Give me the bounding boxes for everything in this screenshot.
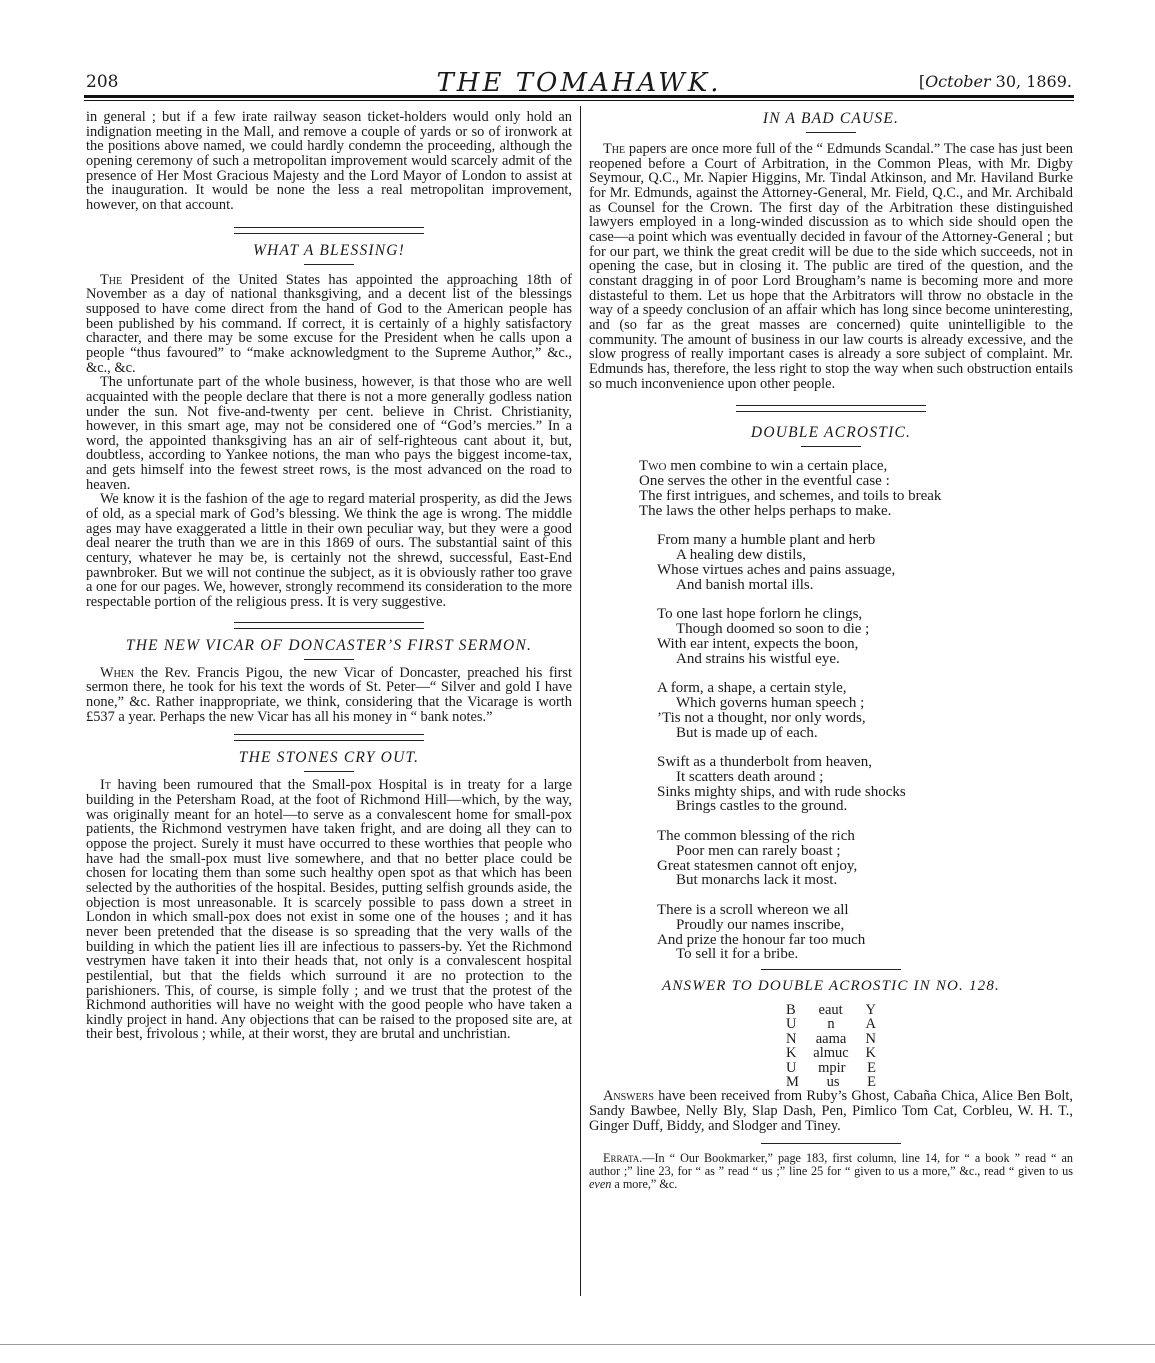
acrostic-answer-grid [786, 1003, 876, 1089]
acrostic-line: To sell it for a bribe. [676, 946, 799, 963]
acrostic-line: And prize the honour far too much [657, 931, 866, 948]
answer-cell: aama [815, 1030, 847, 1047]
acrostic-line: Brings castles to the ground. [676, 798, 848, 815]
acrostic-intro-line: The laws the other helps perhaps to make. [639, 502, 892, 519]
acrostic-stanza [639, 681, 1073, 740]
answer-cell: eaut [818, 1002, 843, 1019]
acrostic-stanza [639, 607, 1073, 666]
answer-row [786, 1017, 876, 1031]
acrostic-line: Swift as a thunderbolt from heaven, [657, 754, 872, 771]
acrostic-stanza [639, 829, 1073, 888]
article-title-acrostic: DOUBLE ACROSTIC. [750, 424, 912, 442]
bad-cause-paragraph: The papers are once more full of the “ Edmunds Scandal.” The case has just been reopened before a Court of Arbitration, in the Common Pleas, with Mr. Digby Seymour, Q.C., Mr. Napier Higgins, Mr. Tindal Atkinson, and Mr. Haviland Burke for Mr. Edmunds, against the Attorney-General, Mr. Field, Q.C., and Mr. Archibald as Counsel for the Crown. The first day of the Arbitration these distinguished lawyers employed in a long-winded discussion as to which side should open the case—a point which was eventually decided in favour of the Attorney-General ; but for our part, we think the great credit will be due to the side which succeeds, not in opening the case, but in closing it. The public are tired of the question, and the constant dragging in of poor Lord Brougham’s name is becoming more and more distasteful to them. Let us hope that the Arbitrators will throw no obstacle in the way of a speedy conclusion of an affair which has long since become uninteresting, and (so far as the great masses are concerned) quite unintelligible to the community. The amount of business in our law courts is already excessive, and the slow progress of really important cases is already a sore subject of complaint. Mr. Edmunds has, therefore, the less right to stop the way when such obstruction entails so much inconvenience upon other people. [589, 141, 1073, 392]
acrostic-line: Great statesmen cannot oft enjoy, [657, 857, 858, 874]
page-header [84, 68, 1074, 98]
acrostic-intro [639, 459, 1073, 518]
acrostic-line: Which governs human speech ; [676, 694, 865, 711]
acrostic-line: The common blessing of the rich [657, 828, 855, 845]
acrostic-intro-line: Two men combine to win a certain place, [639, 458, 888, 475]
answer-cell: A [865, 1016, 876, 1033]
acrostic-line: ’Tis not a thought, nor only words, [657, 709, 866, 726]
acrostic-line: From many a humble plant and herb [657, 532, 876, 549]
answer-row [786, 1003, 876, 1017]
column-divider [580, 106, 581, 1296]
answer-cell: N [865, 1030, 876, 1047]
acrostic-line: And banish mortal ills. [676, 576, 814, 593]
article-title-vicar: THE NEW VICAR OF DONCASTER’S FIRST SERMON. [125, 636, 533, 654]
blessing-paragraph-1: The President of the United States has appointed the approaching 18th of November as a day of national thanksgiving, and a decent list of the blessings supposed to have come direct from the hand of God to the American people has been published by his command. If correct, it is certainly of a highly satisfactory character, and there may be some excuse for the President when he calls upon a people “thus favoured” to “make acknowledgment to the Supreme Author,” &c., &c., &c. [86, 271, 572, 376]
answer-row [786, 1061, 876, 1075]
acrostic-stanza [639, 755, 1073, 814]
errata-note: Errata.—In “ Our Bookmarker,” page 183, first column, line 14, for “ a book ” read “ an author ;” line 23, for “ as ” read “ us ;” line 25 for “ given to us a more,” &c., read “ given to us even a more,” &c. [589, 1151, 1073, 1192]
section-divider [736, 405, 926, 412]
answer-cell: Y [865, 1002, 876, 1019]
acrostic-line: There is a scroll whereon we all [657, 902, 849, 919]
masthead-title: THE TOMAHAWK. [436, 68, 722, 98]
acrostic-line: Whose virtues aches and pains assuage, [657, 561, 896, 578]
section-divider [234, 734, 424, 741]
acrostic-poem [639, 459, 1073, 962]
stones-paragraph: It having been rumoured that the Small-pox Hospital is in treaty for a large building in the Petersham Road, at the foot of Richmond Hill—which, by the way, was originally meant for an hotel—to serve as a convalescent home for small-pox patients, the Richmond vestrymen have taken fright, and are doing all they can to oppose the project. Surely it must have occurred to these worthies that people who have had the small-pox must live somewhere, and that no better place could be chosen for locating them than some such healthy open spot as that which has been selected by the authorities of the hospital. Besides, putting selfish grounds aside, the objection is most unreasonable. It is scarcely possible to pass down a street in London in which small-pox does not exist in some one of the houses ; and it has never been pretended that the disease is so spreading that the very walls of the building in which the patient lies ill are infectious to passers-by. Yet the Richmond vestrymen have taken it into their heads that, not only is a convalescent hospital pestilential, but that the fields which surround it are no protection to the parishioners. This, of course, is simple folly ; and we trust that the protest of the Richmond authorities will have no weight with the good people who have taken a kindly project in hand. Any objections that can be raised to the proposed site are, at their best, frivolous ; while, at their worst, they are brutal and unchristian. [86, 777, 572, 1043]
continued-paragraph: in general ; but if a few irate railway season ticket-holders would only hold an indignation meeting in the Mall, and remove a couple of yards or so of ironwork at the positions above named, we could hardly condemn the proceeding, although the opening ceremony of such a metropolitan improvement would scarcely admit of the presence of Her Most Gracious Majesty and the Lord Mayor of London to assist at the inauguration. It would be none the less a real metropolitan improvement, however, on that account. [86, 109, 572, 213]
answer-cell: K [786, 1045, 797, 1062]
answer-row [786, 1046, 876, 1060]
answer-cell: M [786, 1074, 799, 1091]
answer-cell: K [865, 1045, 876, 1062]
section-divider [234, 227, 424, 234]
acrostic-line: To one last hope forlorn he clings, [657, 606, 863, 623]
blessing-paragraph-2: The unfortunate part of the whole business, however, is that those who are well acquainted with the people declare that there is not a more generally godless nation under the sun. Not five-and-twenty per cent. believe in Christ. Christianity, however, in this smart age, may not be considered one of “God’s mercies.” In a word, the appointed thanksgiving has an air of self-righteous cant about it, but, doubtless, according to Yankee notions, the man who pays the biggest income-tax, and gets himself into the fewest street rows, is the most advanced on the road to heaven. [86, 374, 572, 493]
issue-date [919, 72, 1072, 91]
acrostic-intro-line: The first intrigues, and schemes, and toils to break [639, 487, 942, 504]
answer-cell: n [827, 1016, 835, 1033]
acrostic-stanza [639, 533, 1073, 592]
vicar-paragraph: When the Rev. Francis Pigou, the new Vicar of Doncaster, preached his first sermon there, he took for his text the words of St. Peter—“ Silver and gold I have none,” &c. Rather inappropriate, we think, considering that the Vicarage is worth £537 a year. Perhaps the new Vicar has all his money in “ bank notes.” [86, 664, 572, 725]
acrostic-line: And strains his wistful eye. [676, 650, 840, 667]
acrostic-line: Proudly our names inscribe, [676, 916, 845, 933]
acrostic-stanzas [639, 533, 1073, 962]
acrostic-line: A healing dew distils, [676, 546, 806, 563]
acrostic-line: Poor men can rarely boast ; [676, 842, 841, 859]
article-title-blessing: WHAT A BLESSING! [252, 241, 406, 259]
article-title-answer: ANSWER TO DOUBLE ACROSTIC IN NO. 128. [661, 978, 1001, 995]
page-bottom-edge [0, 1344, 1155, 1345]
left-column [86, 110, 572, 1042]
answer-row [786, 1032, 876, 1046]
answer-cell: E [867, 1074, 876, 1091]
answer-cell: mpir [818, 1059, 846, 1076]
header-rule-thick [84, 95, 1074, 98]
acrostic-stanza [639, 903, 1073, 962]
answer-cell: U [786, 1059, 797, 1076]
answer-cell: us [826, 1074, 840, 1091]
right-column [589, 110, 1073, 1191]
answer-cell: almuc [813, 1045, 849, 1062]
section-divider [234, 622, 424, 629]
acrostic-line: But monarchs lack it most. [676, 872, 838, 889]
answer-row [786, 1075, 876, 1089]
article-title-stones: THE STONES CRY OUT. [238, 749, 420, 767]
answer-cell: U [786, 1016, 797, 1033]
answer-cell: B [786, 1002, 796, 1019]
acrostic-line: With ear intent, expects the boon, [657, 635, 859, 652]
answers-paragraph: Answers have been received from Ruby’s Ghost, Cabaña Chica, Alice Ben Bolt, Sandy Bawbee, Nelly Bly, Slap Dash, Pen, Pimlico Tom Cat, Corbleu, W. H. T., Ginger Duff, Biddy, and Slodger and Tiney. [589, 1088, 1073, 1134]
acrostic-line: It scatters death around ; [676, 768, 824, 785]
blessing-paragraph-3: We know it is the fashion of the age to regard material prosperity, as did the Jews of old, as a special mark of God’s blessing. We think the age is wrong. The middle ages may have exaggerated a little in their own peculiar way, but they were a good deal nearer the truth than we are in this 1869 of ours. The substantial saint of this century, whatever he may be, is certainly not the shrewd, successful, East-End pawnbroker. But we will not continue the subject, as it is obviously rather too grave a one for our pages. We, however, strongly recommend its consideration to the more respectable portion of the religious press. It is very suggestive. [86, 491, 572, 611]
acrostic-intro-line: One serves the other in the eventful case : [639, 472, 890, 489]
acrostic-line: Though doomed so soon to die ; [676, 620, 870, 637]
acrostic-line: But is made up of each. [676, 724, 818, 741]
date-rest: 30, 1869. [995, 72, 1072, 91]
answer-cell: N [786, 1030, 797, 1047]
acrostic-line: A form, a shape, a certain style, [657, 680, 847, 697]
page-number: 208 [86, 72, 119, 92]
article-title-bad-cause: IN A BAD CAUSE. [762, 110, 900, 127]
date-month: October [925, 72, 991, 91]
date-bracket: [ [918, 72, 926, 91]
header-rule-thin [84, 100, 1074, 101]
answer-cell: E [867, 1059, 876, 1076]
acrostic-line: Sinks mighty ships, and with rude shocks [657, 783, 906, 800]
